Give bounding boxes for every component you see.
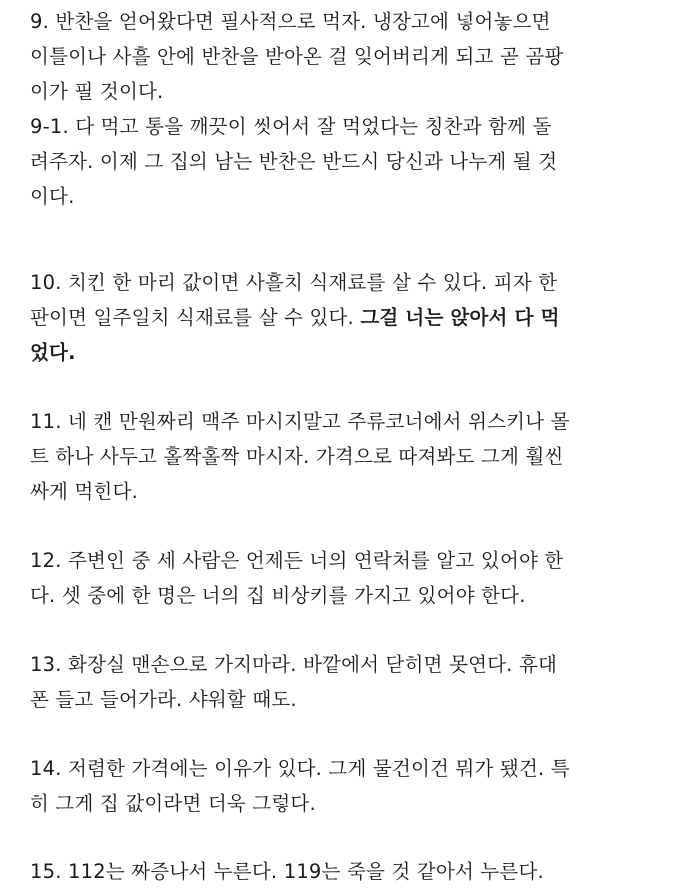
text-line: 9-1. 다 먹고 통을 깨끗이 씻어서 잘 먹었다는 칭찬과 함께 돌	[30, 115, 552, 138]
text-line: 이다.	[30, 185, 75, 208]
text-line: 다. 셋 중에 한 명은 너의 집 비상키를 가지고 있어야 한다.	[30, 584, 526, 607]
tip-12	[30, 543, 563, 613]
tip-15	[30, 854, 544, 889]
text-line: 10. 치킨 한 마리 값이면 사흘치 식재료를 살 수 있다. 피자 한	[30, 271, 558, 294]
text-line: 12. 주변인 중 세 사람은 언제든 너의 연락처를 알고 있어야 한	[30, 549, 564, 572]
bold-emphasis: 었다.	[30, 341, 76, 364]
text-line: 폰 들고 들어가라. 샤워할 때도.	[30, 688, 297, 711]
text-line: 싸게 먹힌다.	[30, 480, 138, 503]
tip-9	[30, 4, 564, 214]
tip-11	[30, 404, 570, 509]
text-line: 15. 112는 짜증나서 누른다. 119는 죽을 것 같아서 누른다.	[30, 860, 544, 883]
text-line: 트 하나 사두고 홀짝홀짝 마시자. 가격으로 따져봐도 그게 훨씬	[30, 445, 564, 468]
text-line: 11. 네 캔 만원짜리 맥주 마시지말고 주류코너에서 위스키나 몰	[30, 410, 570, 433]
text-line: 13. 화장실 맨손으로 가지마라. 바깥에서 닫히면 못연다. 휴대	[30, 653, 558, 676]
plain-text: 판이면 일주일치 식재료를 살 수 있다.	[30, 306, 361, 329]
text-line: 이가 필 것이다.	[30, 80, 164, 103]
text-line: 려주자. 이제 그 집의 남는 반찬은 반드시 당신과 나누게 될 것	[30, 150, 558, 173]
text-line	[30, 300, 560, 335]
text-line: 9. 반찬을 얻어왔다면 필사적으로 먹자. 냉장고에 넣어놓으면	[30, 10, 551, 33]
bold-emphasis: 그걸 너는 앉아서 다 먹	[360, 306, 560, 329]
tip-10	[30, 265, 560, 370]
tip-13	[30, 647, 557, 717]
text-line: 이틀이나 사흘 안에 반찬을 받아온 걸 잊어버리게 되고 곧 곰팡	[30, 45, 564, 68]
text-line: 14. 저렴한 가격에는 이유가 있다. 그게 물건이건 뭐가 됐건. 특	[30, 757, 570, 780]
tip-14	[30, 751, 570, 821]
text-line: 히 그게 집 값이라면 더욱 그렇다.	[30, 792, 316, 815]
